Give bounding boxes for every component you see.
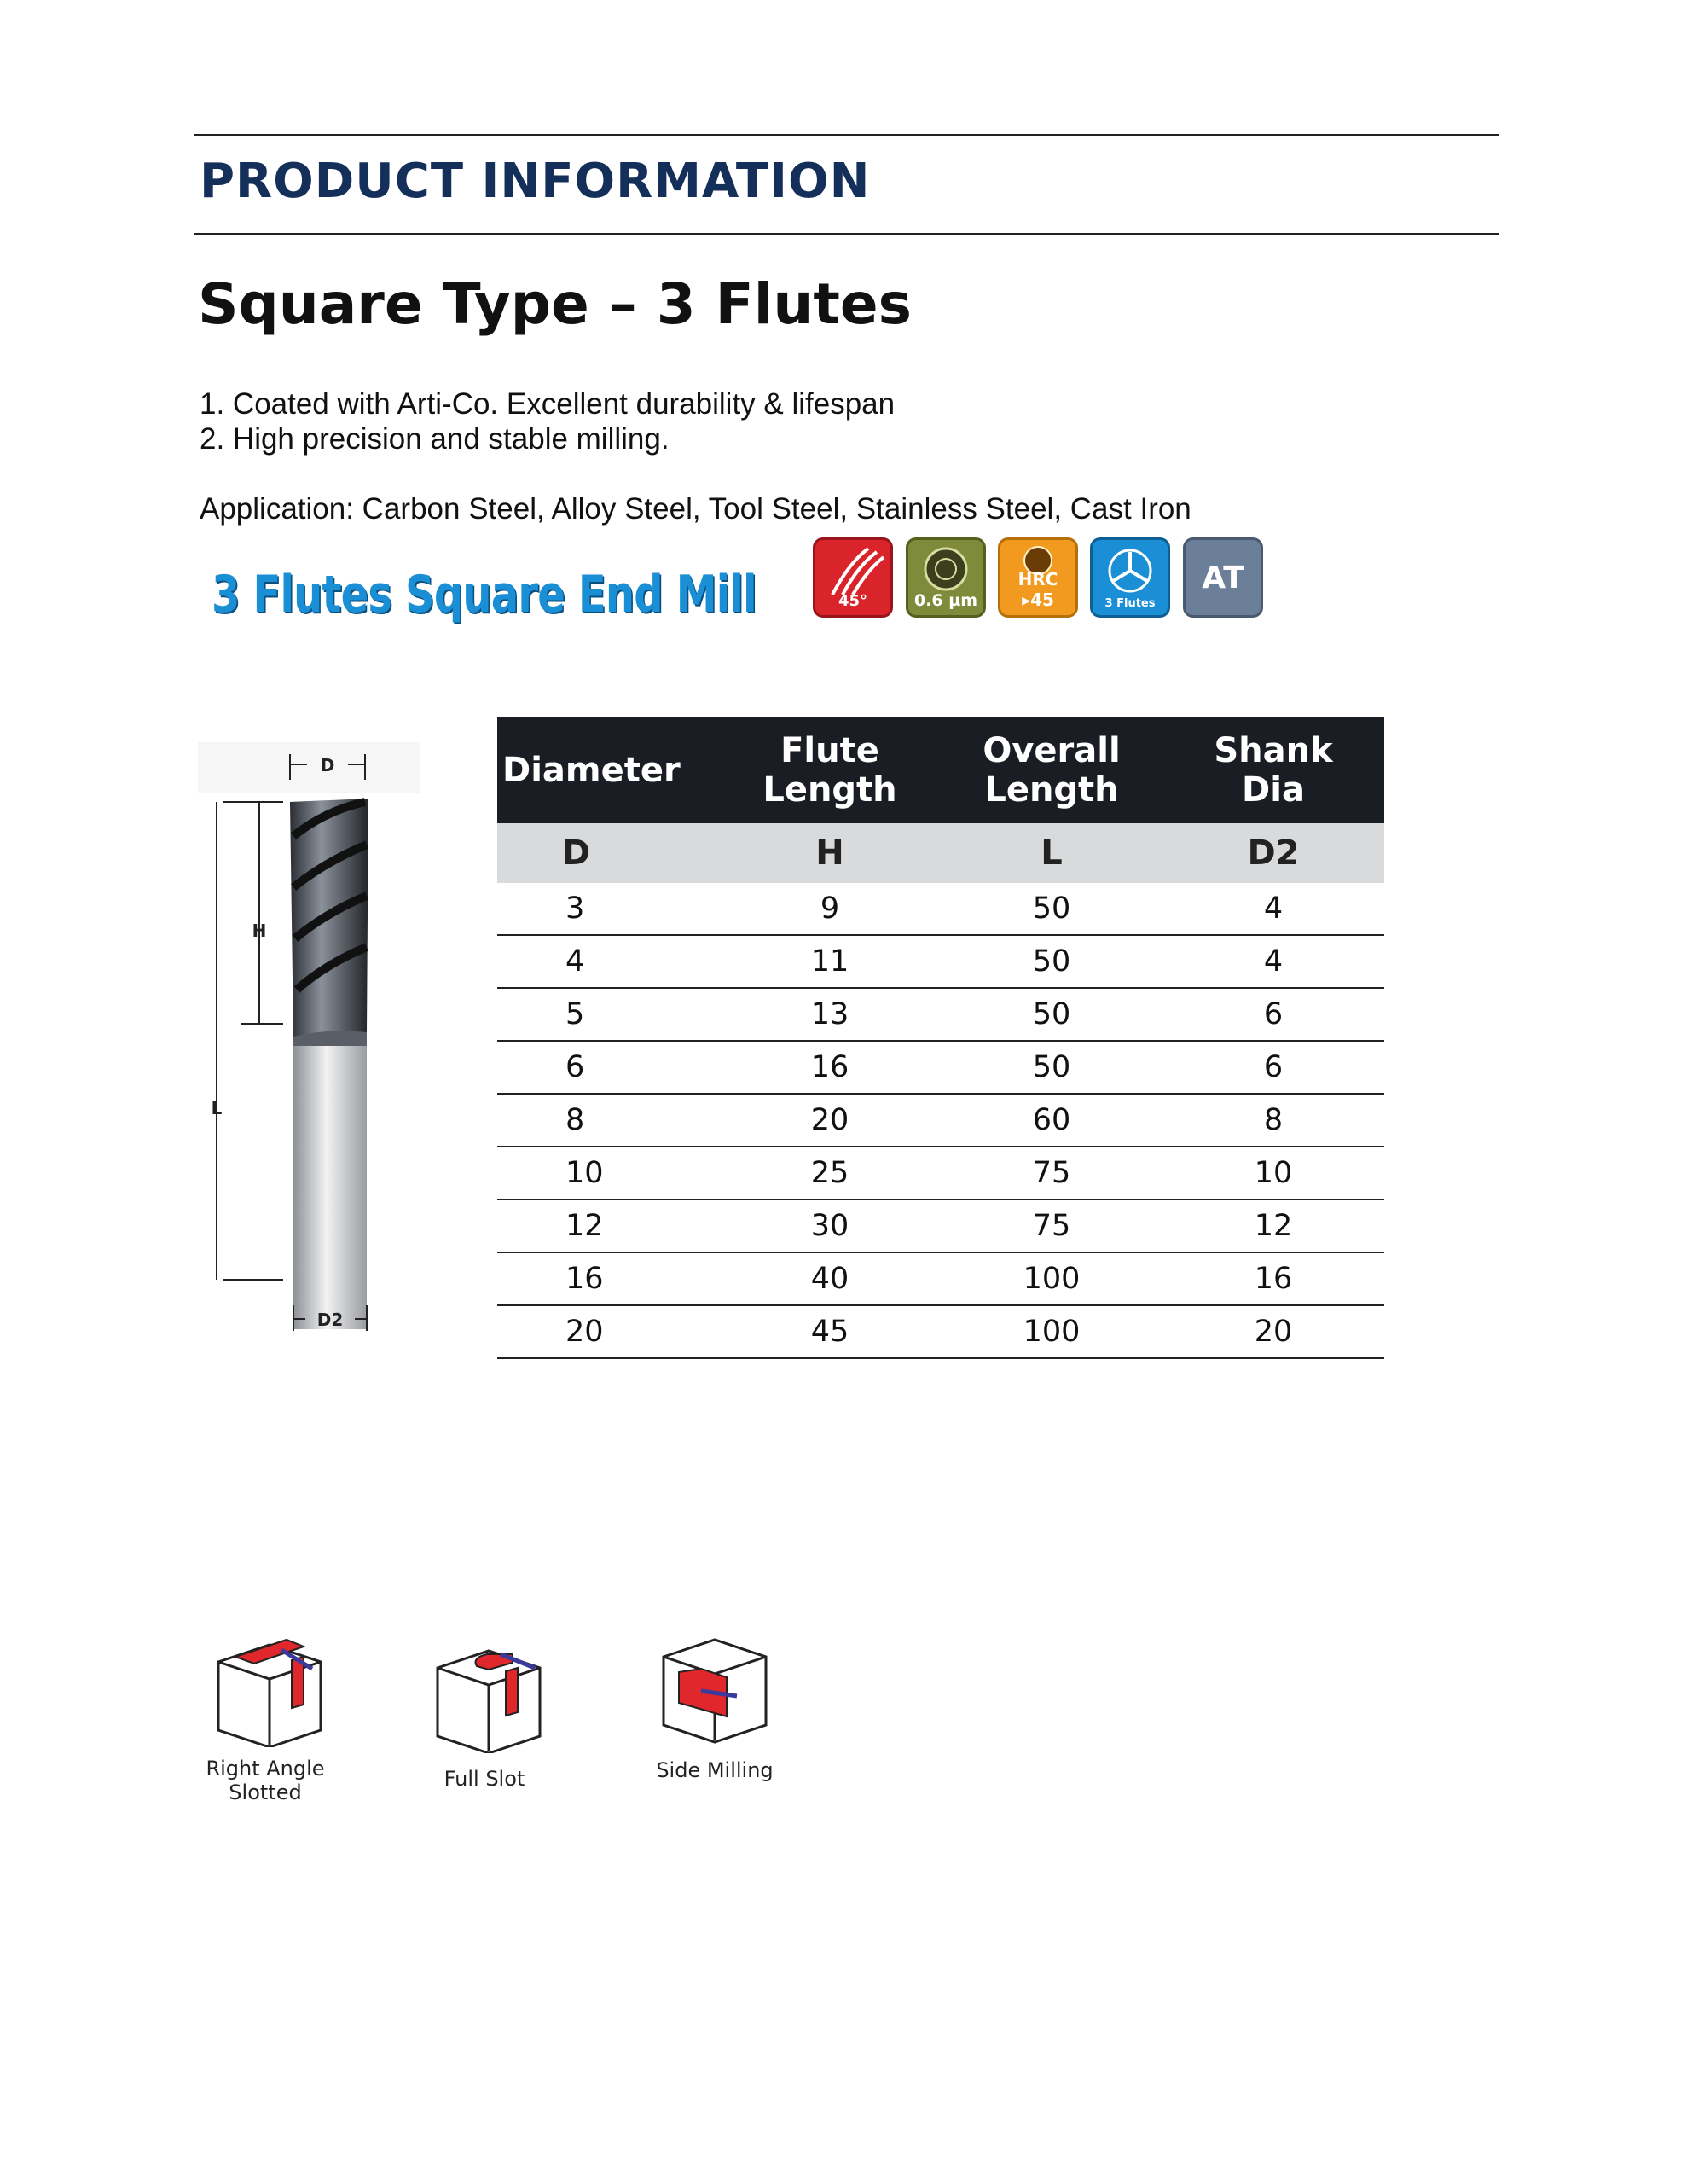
symbol-cell: H [719, 823, 941, 883]
table-cell: 12 [1162, 1199, 1384, 1252]
col-header-flute-length [719, 717, 941, 823]
top-rule [194, 134, 1499, 136]
symbol-cell: L [941, 823, 1162, 883]
table-cell: 4 [1162, 935, 1384, 988]
table-cell: 5 [497, 988, 719, 1041]
badge-label: AT [1202, 561, 1244, 595]
table-row [497, 988, 1384, 1041]
symbol-cell: D [497, 823, 719, 883]
side-milling-icon [655, 1623, 774, 1751]
table-cell: 8 [497, 1094, 719, 1147]
table-cell: 10 [497, 1147, 719, 1199]
table-cell: 20 [719, 1094, 941, 1147]
diagram-label-d: D [320, 755, 335, 775]
header-text: Dia [1242, 770, 1305, 810]
hardness-icon [998, 537, 1078, 618]
table-cell: 11 [719, 935, 941, 988]
table-row [497, 1305, 1384, 1358]
coating-thickness-icon [906, 537, 986, 618]
table-cell: 6 [1162, 988, 1384, 1041]
table-body [497, 883, 1384, 1358]
feature-item: 1. Coated with Arti-Co. Excellent durability & lifespan [200, 387, 896, 421]
table-row [497, 1147, 1384, 1199]
header-text: Overall [983, 731, 1121, 770]
badge-label: 45° [838, 592, 868, 610]
table-cell: 100 [941, 1252, 1162, 1305]
col-header-overall-length [941, 717, 1162, 823]
operation-label: Side Milling [656, 1758, 774, 1782]
product-title: Square Type – 3 Flutes [198, 271, 912, 337]
table-header-row [497, 717, 1384, 823]
table-cell: 8 [1162, 1094, 1384, 1147]
table-cell: 60 [941, 1094, 1162, 1147]
badge-label: 0.6 µm [913, 591, 978, 610]
table-cell: 30 [719, 1199, 941, 1252]
diagram-label-d2: D2 [316, 1310, 344, 1330]
table-cell: 13 [719, 988, 941, 1041]
table-cell: 75 [941, 1199, 1162, 1252]
full-slot-icon [429, 1634, 548, 1753]
table-row [497, 1094, 1384, 1147]
header-text: Length [762, 770, 897, 810]
table-cell: 9 [719, 883, 941, 935]
table-cell: 45 [719, 1305, 941, 1358]
right-angle-slotted-icon [210, 1628, 329, 1747]
section-heading: PRODUCT INFORMATION [200, 154, 871, 209]
table-cell: 20 [497, 1305, 719, 1358]
table-cell: 12 [497, 1199, 719, 1252]
table-cell: 16 [719, 1041, 941, 1094]
table-row [497, 1252, 1384, 1305]
col-header-shank-dia [1162, 717, 1384, 823]
table-cell: 25 [719, 1147, 941, 1199]
bottom-rule [194, 233, 1499, 235]
header-text: Shank [1214, 731, 1333, 770]
table-row [497, 883, 1384, 935]
application-text: Application: Carbon Steel, Alloy Steel, Tool Steel, Stainless Steel, Cast Iron [200, 492, 1191, 526]
flutes-icon [1090, 537, 1170, 618]
table-cell: 50 [941, 1041, 1162, 1094]
table-cell: 50 [941, 935, 1162, 988]
banner-title: 3 Flutes Square End Mill [212, 565, 757, 624]
symbol-cell: D2 [1162, 823, 1384, 883]
col-header-diameter [497, 717, 719, 823]
header-text: Diameter [502, 751, 681, 790]
badge-label: HRC ▸45 [1017, 569, 1058, 610]
table-cell: 4 [1162, 883, 1384, 935]
table-cell: 20 [1162, 1305, 1384, 1358]
end-mill-diagram [198, 742, 420, 1365]
coating-type-icon [1183, 537, 1263, 618]
feature-item: 2. High precision and stable milling. [200, 422, 670, 456]
table-cell: 40 [719, 1252, 941, 1305]
table-row [497, 1199, 1384, 1252]
operation-label: Right Angle Slotted [206, 1757, 325, 1804]
header-text: Length [984, 770, 1119, 810]
table-cell: 3 [497, 883, 719, 935]
table-row [497, 935, 1384, 988]
header-text: Flute [780, 731, 879, 770]
table-cell: 6 [1162, 1041, 1384, 1094]
table-cell: 16 [1162, 1252, 1384, 1305]
table-cell: 50 [941, 988, 1162, 1041]
table-cell: 6 [497, 1041, 719, 1094]
table-cell: 10 [1162, 1147, 1384, 1199]
diagram-label-h: H [252, 921, 267, 941]
table-row [497, 1041, 1384, 1094]
table-cell: 50 [941, 883, 1162, 935]
dimension-table [497, 717, 1384, 1359]
helix-angle-icon [813, 537, 893, 618]
table-cell: 100 [941, 1305, 1162, 1358]
table-cell: 16 [497, 1252, 719, 1305]
table-symbol-row [497, 823, 1384, 883]
table-cell: 75 [941, 1147, 1162, 1199]
operation-label: Full Slot [443, 1767, 525, 1791]
diagram-label-l: L [211, 1098, 223, 1118]
table-cell: 4 [497, 935, 719, 988]
badge-label: 3 Flutes [1104, 597, 1156, 610]
